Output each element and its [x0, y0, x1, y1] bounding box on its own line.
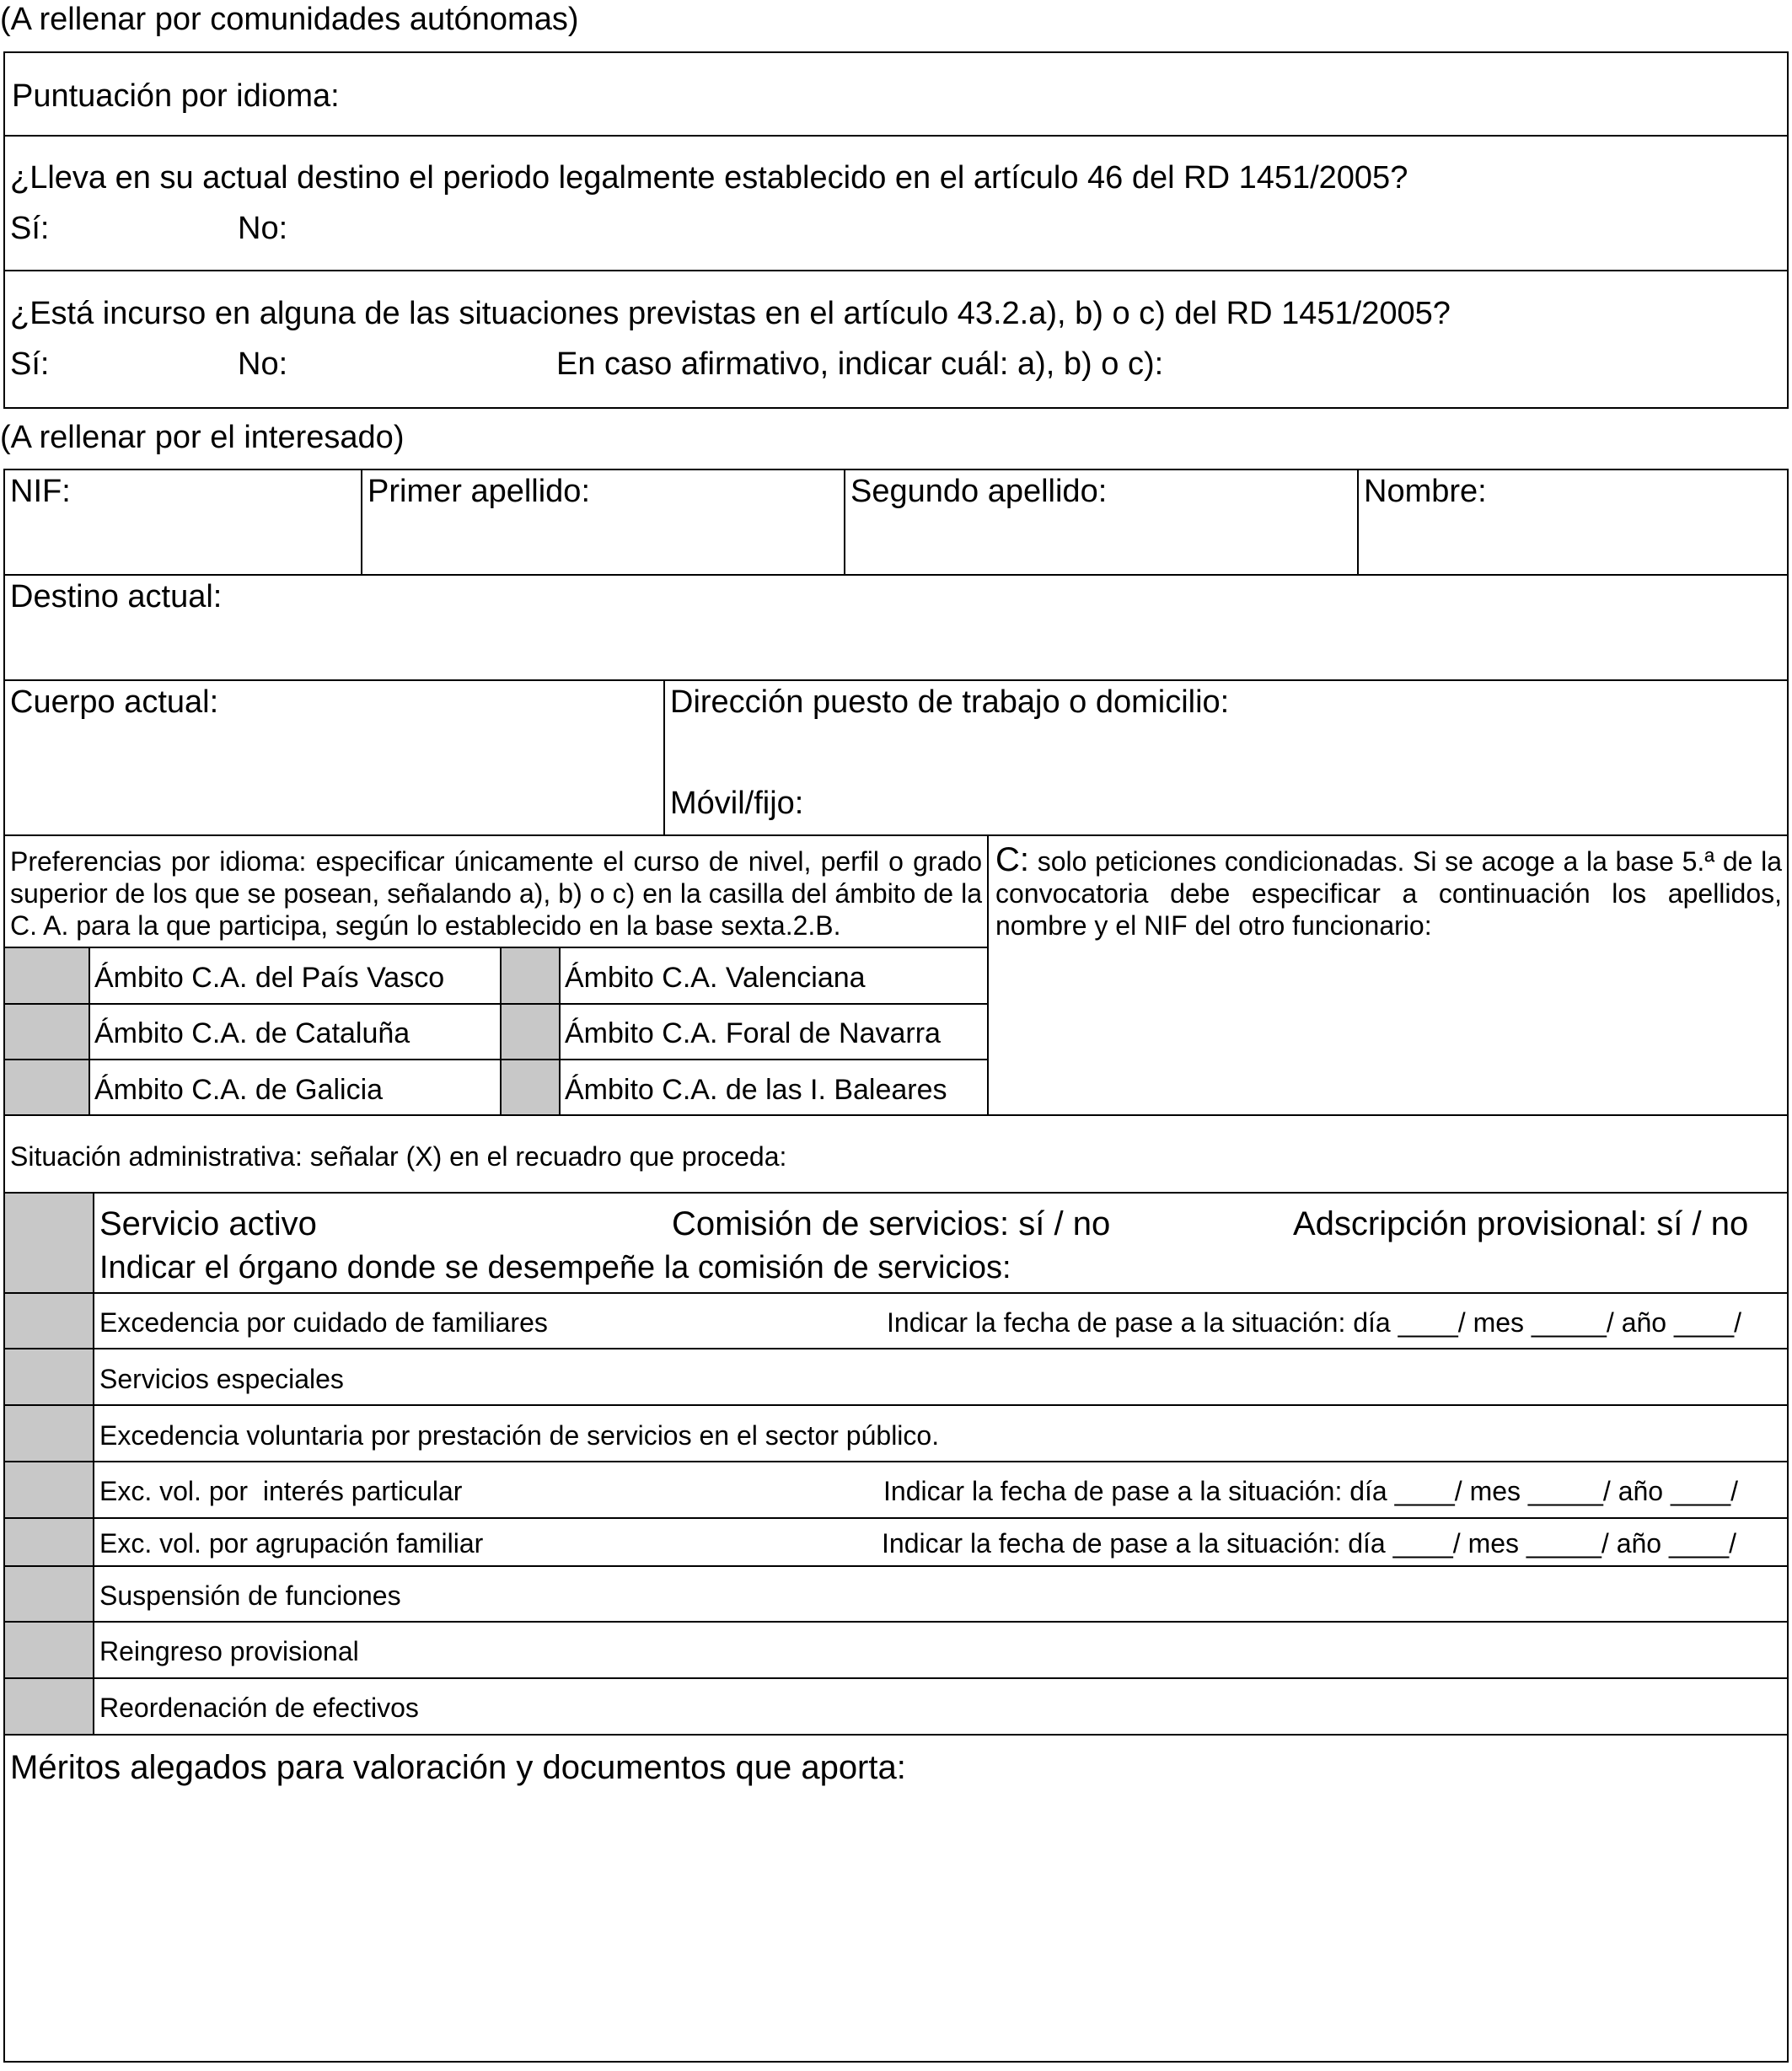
meritos-field[interactable]: [5, 1736, 1787, 2061]
nombre-field[interactable]: [1359, 470, 1787, 574]
divider: [3, 1114, 1789, 1116]
divider: [3, 1461, 1789, 1462]
section-heading-interesado: (A rellenar por el interesado): [0, 420, 405, 455]
q2-no-field[interactable]: No:: [238, 346, 288, 382]
ambito-label-valenciana: Ámbito C.A. Valenciana: [565, 962, 866, 994]
checkbox-agrupacion-familiar[interactable]: [5, 1519, 93, 1565]
puntuacion-label: Puntuación por idioma:: [12, 78, 340, 114]
nombre-label: Nombre:: [1364, 474, 1487, 509]
q2-yes-field[interactable]: Sí:: [10, 346, 50, 382]
checkbox-servicios-especiales[interactable]: [5, 1349, 93, 1404]
divider: [3, 1292, 1789, 1294]
servicio-activo-label: Servicio activo: [99, 1205, 317, 1242]
divider: [89, 947, 90, 1116]
cuerpo-field[interactable]: [5, 681, 663, 834]
q1-no-field[interactable]: No:: [238, 211, 288, 246]
divider: [3, 1192, 1789, 1194]
ambito-checkbox-pais-vasco[interactable]: [5, 948, 89, 1003]
primer-apellido-label: Primer apellido:: [368, 474, 590, 509]
situacion-label-excedencia-sector-publico: Excedencia voluntaria por prestación de servicios en el sector público.: [99, 1420, 940, 1451]
puntuacion-field[interactable]: [5, 53, 1787, 135]
checkbox-reingreso-provisional[interactable]: [5, 1623, 93, 1677]
situacion-label-excedencia-cuidado: Excedencia por cuidado de familiares: [99, 1307, 548, 1338]
ambito-label-navarra: Ámbito C.A. Foral de Navarra: [565, 1017, 941, 1049]
segundo-apellido-label: Segundo apellido:: [850, 474, 1108, 509]
divider: [559, 947, 561, 1116]
segundo-apellido-field[interactable]: [845, 470, 1357, 574]
divider: [3, 1003, 989, 1005]
meritos-label: Méritos alegados para valoración y documentos que aporta:: [10, 1749, 906, 1786]
divider: [3, 1565, 1789, 1567]
fecha-pase-interes-particular[interactable]: Indicar la fecha de pase a la situación: día ____/ mes _____/ año ____/: [883, 1476, 1739, 1506]
ambito-checkbox-valenciana[interactable]: [502, 948, 559, 1003]
q2-which-field[interactable]: En caso afirmativo, indicar cuál: a), b) o c):: [556, 346, 1164, 382]
destino-label: Destino actual:: [10, 579, 223, 614]
divider: [3, 1059, 989, 1060]
movil-field[interactable]: [665, 774, 1787, 834]
q1-yes-field[interactable]: Sí:: [10, 211, 50, 246]
fecha-pase-agrupacion-familiar[interactable]: Indicar la fecha de pase a la situación: día ____/ mes _____/ año ____/: [882, 1528, 1737, 1559]
nif-label: NIF:: [10, 474, 71, 509]
adscripcion-provisional-field[interactable]: Adscripción provisional: sí / no: [1293, 1205, 1749, 1242]
divider: [3, 1517, 1789, 1519]
situacion-label-suspension-funciones: Suspensión de funciones: [99, 1580, 401, 1611]
checkbox-reordenacion-efectivos[interactable]: [5, 1679, 93, 1734]
situacion-label-reordenacion-efectivos: Reordenación de efectivos: [99, 1693, 419, 1723]
ambito-label-baleares: Ámbito C.A. de las I. Baleares: [565, 1074, 947, 1106]
cuerpo-label: Cuerpo actual:: [10, 684, 219, 720]
divider: [3, 1348, 1789, 1349]
nif-field[interactable]: [5, 470, 361, 574]
checkbox-interes-particular[interactable]: [5, 1462, 93, 1517]
divider: [3, 135, 1789, 137]
ambito-label-pais-vasco: Ámbito C.A. del País Vasco: [94, 962, 445, 994]
ambito-checkbox-baleares[interactable]: [502, 1060, 559, 1114]
situacion-label-agrupacion-familiar: Exc. vol. por agrupación familiar: [99, 1528, 484, 1559]
checkbox-suspension-funciones[interactable]: [5, 1567, 93, 1621]
checkbox-excedencia-cuidado[interactable]: [5, 1294, 93, 1348]
situacion-label-reingreso-provisional: Reingreso provisional: [99, 1636, 359, 1666]
divider: [3, 1677, 1789, 1679]
situacion-label-servicios-especiales: Servicios especiales: [99, 1364, 344, 1394]
direccion-label: Dirección puesto de trabajo o domicilio:: [670, 684, 1230, 720]
ambito-label-cataluna: Ámbito C.A. de Cataluña: [94, 1017, 410, 1049]
ambito-label-galicia: Ámbito C.A. de Galicia: [94, 1074, 384, 1106]
condicionadas-lead: C:: [995, 841, 1029, 878]
movil-label: Móvil/fijo:: [670, 786, 804, 821]
condicionadas-body: solo peticiones condicionadas. Si se acoge a la base 5.ª de la convocatoria debe especificar a continuación los apellidos, nombre y el NIF del otro funcionario:: [995, 846, 1783, 941]
q2-question: ¿Está incurso en alguna de las situaciones previstas en el artículo 43.2.a), b) o c) del RD 1451/2005?: [10, 296, 1451, 331]
divider: [3, 1621, 1789, 1623]
situacion-heading: Situación administrativa: señalar (X) en el recuadro que proceda:: [10, 1141, 787, 1172]
primer-apellido-field[interactable]: [362, 470, 844, 574]
preferencias-text: Preferencias por idioma: especificar únicamente el curso de nivel, perfil o grado superior de los que se posean, señalando a), b) o c) en la casilla del ámbito de la C. A. para la que participa, según lo establecido en la base sexta.2.B.: [10, 846, 982, 941]
divider: [3, 947, 989, 948]
fecha-pase-excedencia-cuidado[interactable]: Indicar la fecha de pase a la situación: día ____/ mes _____/ año ____/: [887, 1307, 1742, 1338]
checkbox-excedencia-sector-publico[interactable]: [5, 1406, 93, 1461]
section-heading-autonomas: (A rellenar por comunidades autónomas): [0, 2, 579, 37]
divider: [93, 1192, 94, 1736]
destino-field[interactable]: [5, 576, 1787, 679]
checkbox-servicio-activo[interactable]: [5, 1194, 93, 1292]
divider: [3, 1404, 1789, 1406]
condicionadas-text: [995, 841, 1783, 942]
comision-servicios-field[interactable]: Comisión de servicios: sí / no: [672, 1205, 1111, 1242]
condicionadas-field[interactable]: [989, 836, 1787, 1114]
q1-question: ¿Lleva en su actual destino el periodo legalmente establecido en el artículo 46 del RD 1451/2005?: [10, 160, 1408, 196]
direccion-field[interactable]: [665, 681, 1787, 774]
organo-comision-field[interactable]: Indicar el órgano donde se desempeñe la comisión de servicios:: [99, 1250, 1011, 1285]
ambito-checkbox-cataluna[interactable]: [5, 1005, 89, 1059]
situacion-label-interes-particular: Exc. vol. por interés particular: [99, 1476, 463, 1506]
ambito-checkbox-navarra[interactable]: [502, 1005, 559, 1059]
ambito-checkbox-galicia[interactable]: [5, 1060, 89, 1114]
divider: [3, 270, 1789, 271]
